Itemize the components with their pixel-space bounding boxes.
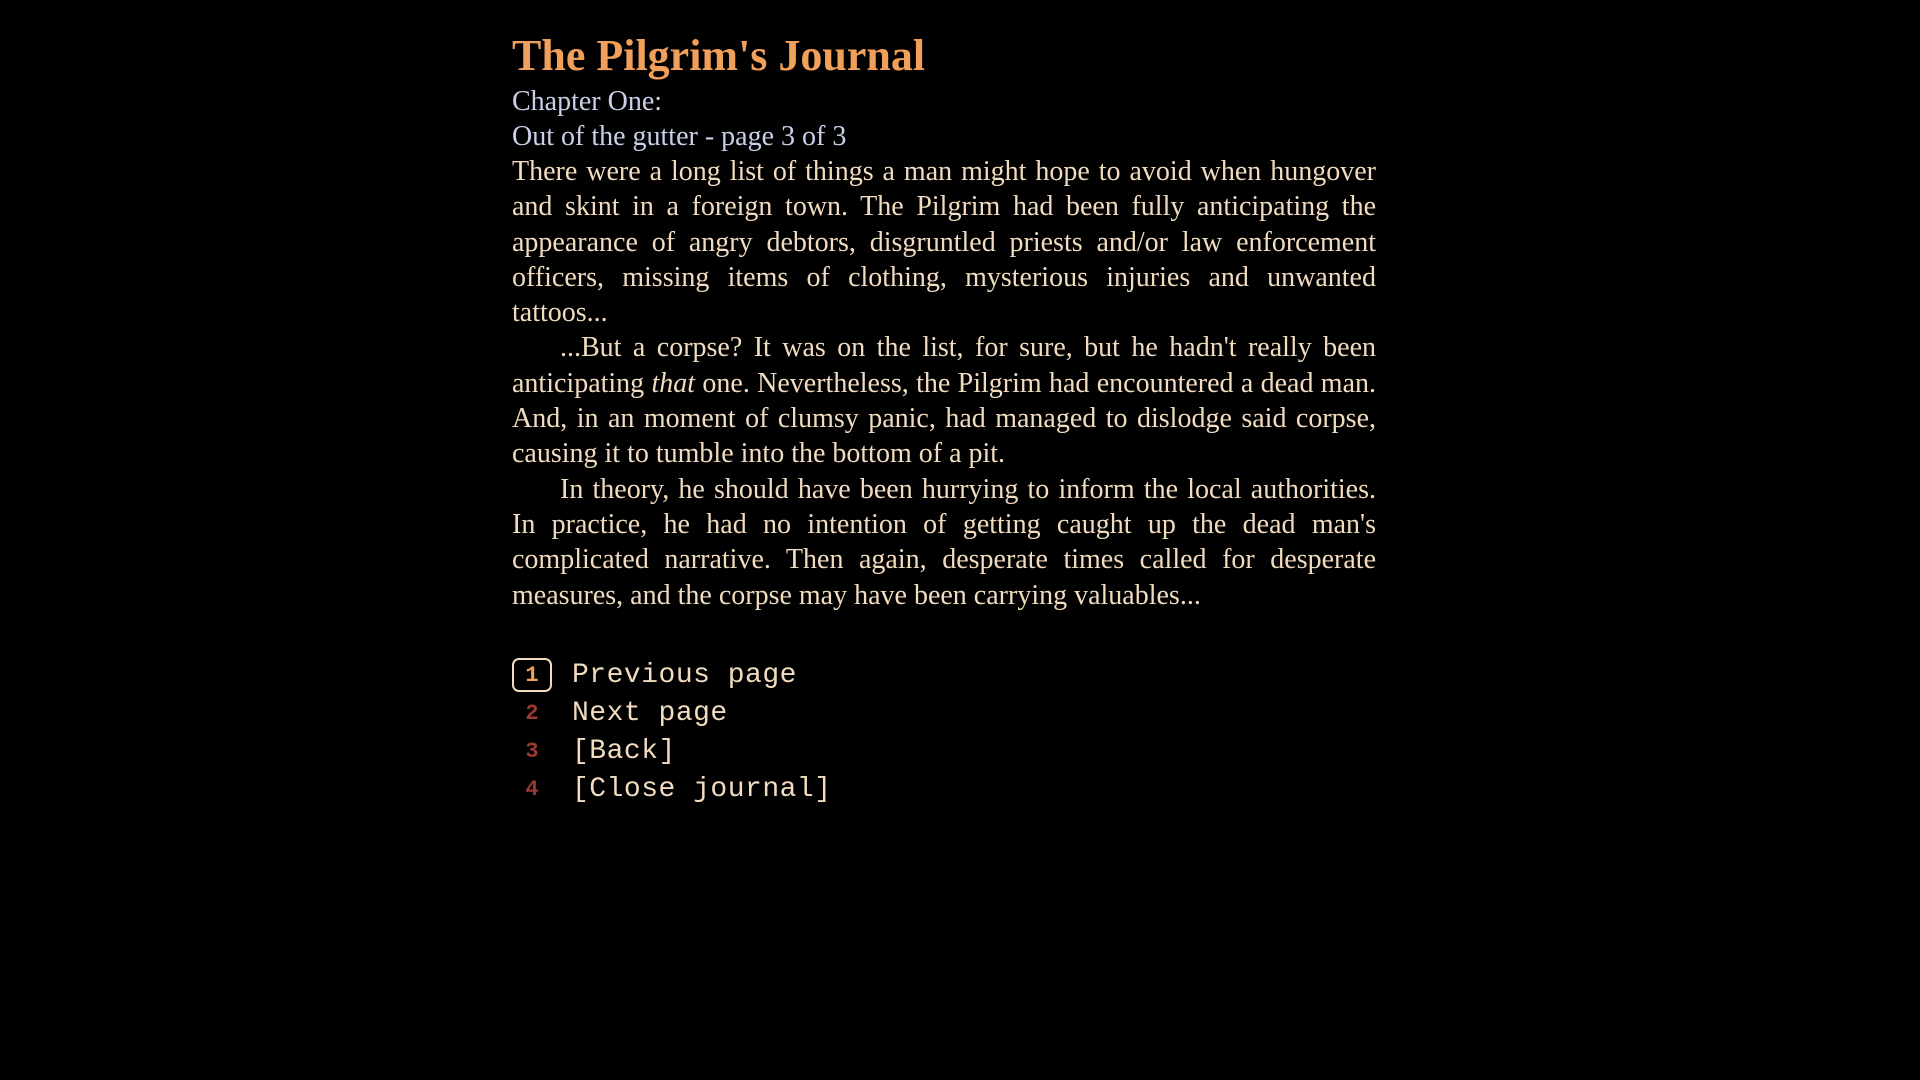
choice-label[interactable]: [Close journal] — [572, 773, 832, 805]
choice-previous-page[interactable] — [512, 656, 832, 694]
paragraph-2-text-end: one. Nevertheless, the Pilgrim had encountered a dead man. And, in an moment of clumsy panic, had managed to dislodge said corpse, causing it to tumble into the bottom of a pit. — [512, 367, 1376, 470]
paragraph-2-text-start: ...But a corpse? It was on the list, for sure, but he hadn't really been anticipating — [512, 332, 1376, 399]
choice-number: 4 — [525, 776, 539, 802]
journal-paragraph-2 — [512, 330, 1376, 471]
chapter-heading: Chapter One: — [512, 86, 663, 117]
journal-body — [512, 154, 1376, 613]
journal-paragraph-1: There were a long list of things a man might hope to avoid when hungover and skint in a foreign town. The Pilgrim had been fully anticipating the appearance of angry debtors, disgruntled priests and/or law enforcement officers, missing items of clothing, mysterious injuries and unwanted tattoos... — [512, 156, 1376, 329]
choice-list — [512, 656, 832, 808]
journal-title: The Pilgrim's Journal — [512, 31, 926, 80]
journal-paragraph-3: In theory, he should have been hurrying to inform the local authorities. In practice, he had no intention of getting caught up the dead man's complicated narrative. Then again, desperate times called for desperate measures, and the corpse may have been carrying valuables... — [512, 473, 1376, 611]
choice-label[interactable]: Next page — [572, 697, 728, 729]
section-heading: Out of the gutter - page 3 of 3 — [512, 121, 847, 152]
choice-number: 2 — [525, 700, 539, 726]
choice-number: 3 — [525, 738, 539, 764]
journal-panel — [512, 30, 1376, 613]
choice-close-journal[interactable] — [512, 770, 832, 808]
paragraph-2-emphasis: that — [651, 367, 696, 399]
choice-number-badge: 1 — [512, 658, 552, 692]
choice-label[interactable]: [Back] — [572, 735, 676, 767]
choice-label[interactable]: Previous page — [572, 659, 797, 691]
choice-back[interactable] — [512, 732, 832, 770]
choice-next-page[interactable] — [512, 694, 832, 732]
